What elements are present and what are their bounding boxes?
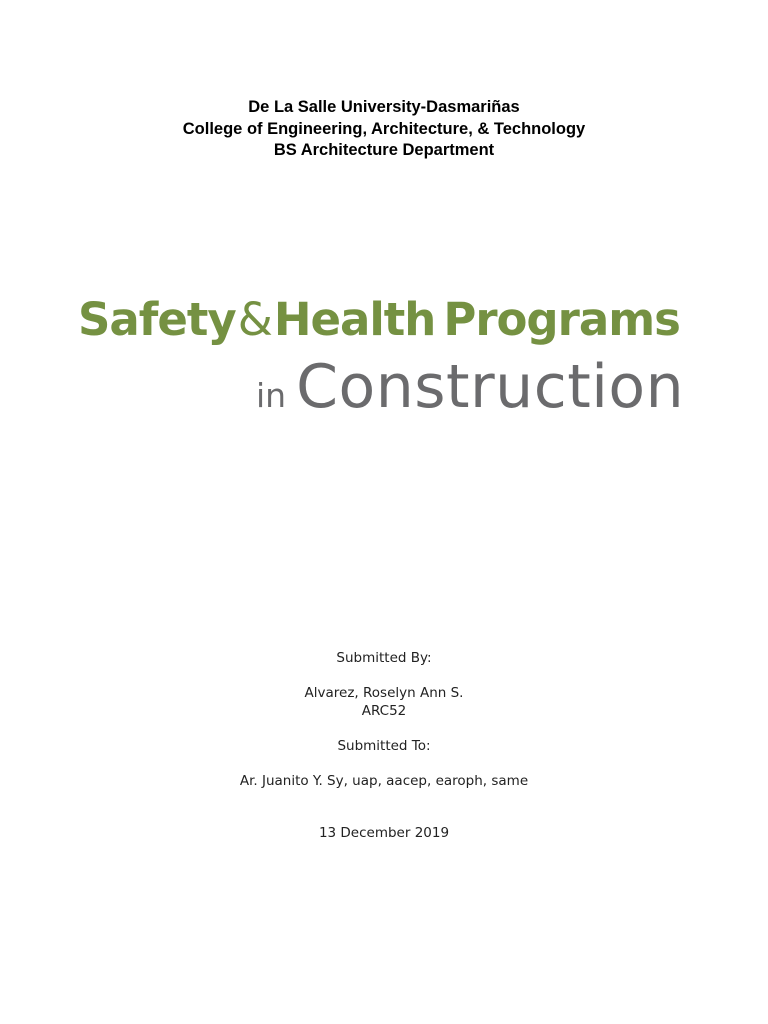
title-word-health: Health <box>273 293 436 346</box>
college-name: College of Engineering, Architecture, & Technology <box>182 119 586 138</box>
title-word-programs: Programs <box>443 293 680 346</box>
submitted-by-label: Submitted By: <box>336 650 432 666</box>
section-code: ARC52 <box>361 702 407 719</box>
recipient-name: Ar. Juanito Y. Sy, uap, aacep, earoph, same <box>239 772 529 789</box>
author-name: Alvarez, Roselyn Ann S. <box>304 685 464 701</box>
title-secondary <box>256 352 684 422</box>
submission-details <box>0 650 768 843</box>
title-primary <box>78 290 698 350</box>
title-word-in: in <box>256 376 287 415</box>
university-name: De La Salle University-Dasmariñas <box>248 98 520 116</box>
title-ampersand: & <box>237 293 272 346</box>
title-word-construction: Construction <box>296 352 685 422</box>
title-word-safety: Safety <box>78 293 236 346</box>
submission-date: 13 December 2019 <box>318 825 450 841</box>
submitted-to-label: Submitted To: <box>337 737 431 754</box>
department-name: BS Architecture Department <box>273 141 495 159</box>
institution-header <box>0 97 768 162</box>
